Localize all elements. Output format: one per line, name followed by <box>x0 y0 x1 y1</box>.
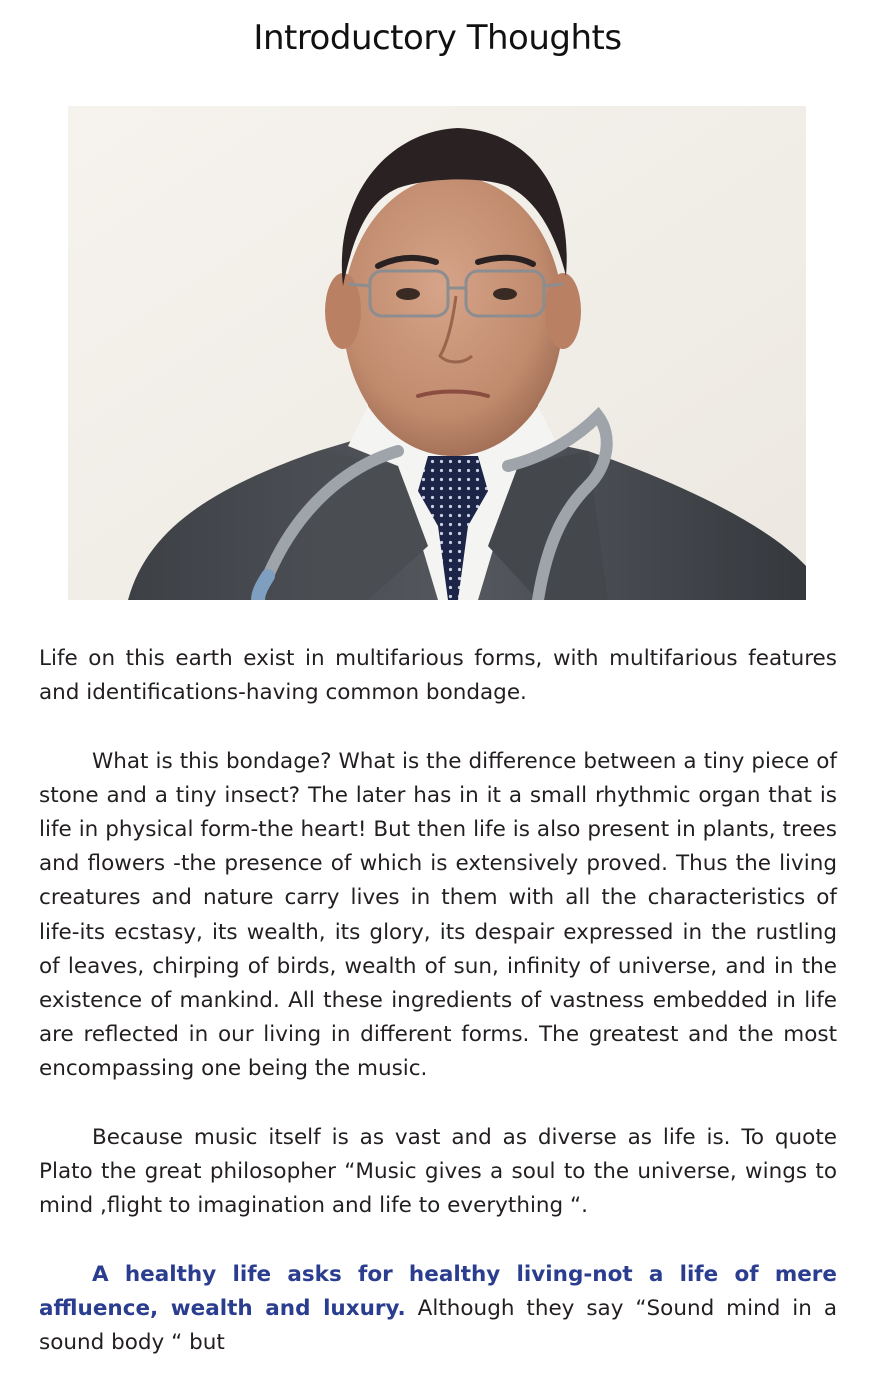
paragraph-bondage: What is this bondage? What is the difference between a tiny piece of stone and a tiny insect? The later has in it a small rhythmic organ that is life in physical form-the heart! But then life is also present in plants, trees and flowers -the presence of which is extensively proved. Thus the living creatures and nature carry lives in them with all the characteristics of life-its ecstasy, its wealth, its glory, its despair expressed in the rustling of leaves, chirping of birds, wealth of sun, infinity of universe, and in the existence of mankind. All these ingredients of vastness embedded in life are reflected in our living in different forms. The greatest and the most encompassing one being the music. <box>39 748 837 1082</box>
portrait-illustration <box>68 106 806 600</box>
highlighted-statement: A healthy life asks for healthy living-not a life of mere affluence, wealth and luxury. <box>39 1261 837 1321</box>
portrait-photo <box>68 106 806 600</box>
paragraph-continuation: Although they say “Sound mind in a sound body “ but <box>39 1295 837 1356</box>
paragraph-intro: Life on this earth exist in multifarious forms, with multifarious features and identifications-having common bondage. <box>39 646 837 706</box>
article-body <box>39 642 837 1394</box>
paragraph-healthy-life <box>39 1258 837 1361</box>
paragraph-music: Because music itself is as vast and as diverse as life is. To quote Plato the great philosopher “Music gives a soul to the universe, wings to mind ,flight to imagination and life to everything “. <box>39 1124 837 1219</box>
page-title: Introductory Thoughts <box>253 18 622 58</box>
